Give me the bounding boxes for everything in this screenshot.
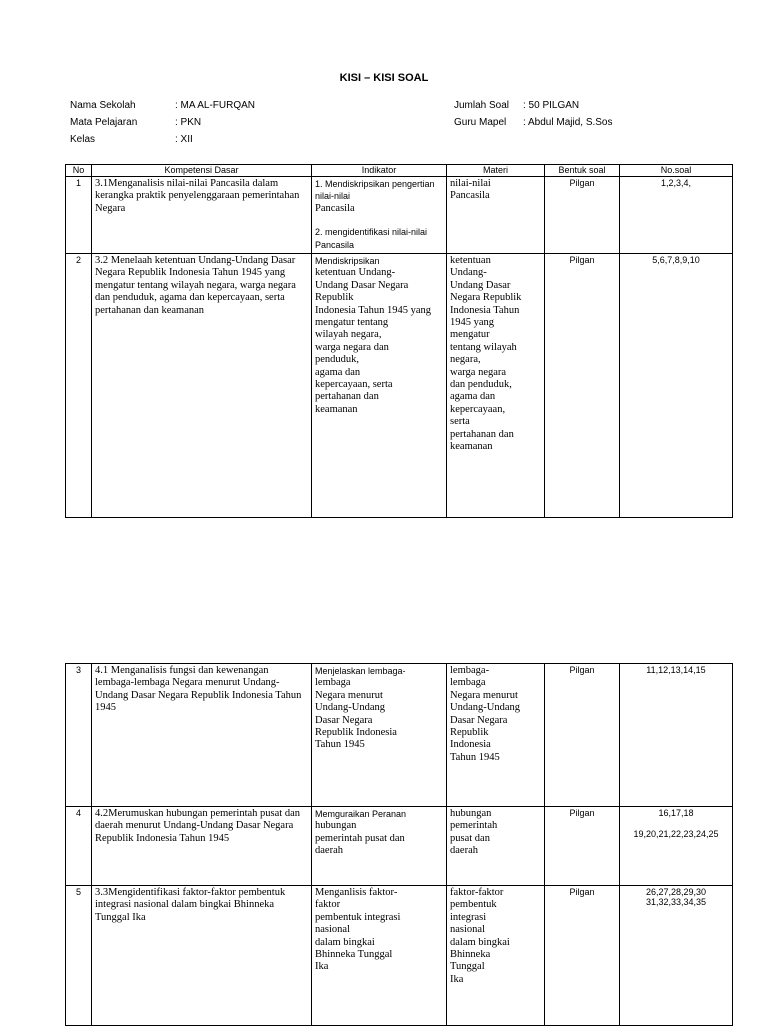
info-row-school bbox=[70, 97, 255, 114]
cell-no: 4 bbox=[66, 807, 92, 886]
cell-no-soal: 11,12,13,14,15 bbox=[620, 664, 733, 807]
cell-no-soal: 1,2,3,4, bbox=[620, 177, 733, 254]
cell-bentuk-soal: Pilgan bbox=[545, 664, 620, 807]
cell-bentuk-soal: Pilgan bbox=[545, 177, 620, 254]
info-value: : Abdul Majid, S.Sos bbox=[523, 117, 613, 128]
indikator-text: Pancasila bbox=[315, 202, 355, 214]
cell-kompetensi: 3.2 Menelaah ketentuan Undang-Undang Dasar Negara Republik Indonesia Tahun 1945 yang mengatur tentang wilayah negara, warga negara dan penduduk, agama dan kepercayaan, serta pertahanan dan keamanan bbox=[92, 254, 312, 518]
info-label: Mata Pelajaran bbox=[70, 117, 138, 128]
cell-indikator bbox=[312, 664, 447, 807]
cell-kompetensi: 3.3Mengidentifikasi faktor-faktor pembentuk integrasi nasional dalam bingkai Bhinneka Tunggal Ika bbox=[92, 886, 312, 1026]
table-row bbox=[66, 664, 733, 807]
no-soal-line: 19,20,21,22,23,24,25 bbox=[633, 829, 719, 839]
cell-bentuk-soal: Pilgan bbox=[545, 886, 620, 1026]
cell-indikator: Menganlisis faktor- faktor pembentuk integrasi nasional dalam bingkai Bhinneka Tunggal Ika bbox=[312, 886, 447, 1026]
cell-no-soal bbox=[620, 807, 733, 886]
question-grid-table-page2 bbox=[65, 663, 733, 1026]
header-no: No bbox=[66, 165, 92, 177]
cell-no: 2 bbox=[66, 254, 92, 518]
cell-kompetensi: 3.1Menganalisis nilai-nilai Pancasila dalam kerangka praktik penyelenggaraan pemerintahan Negara bbox=[92, 177, 312, 254]
indikator-line: Menjelaskan lembaga- bbox=[315, 666, 406, 676]
header-no-soal: No.soal bbox=[620, 165, 733, 177]
cell-materi: nilai-nilai Pancasila bbox=[447, 177, 545, 254]
document-title: KISI – KISI SOAL bbox=[339, 72, 429, 84]
info-row-teacher bbox=[454, 114, 613, 131]
table-header-row bbox=[66, 165, 733, 177]
no-soal-line: 26,27,28,29,30 bbox=[645, 887, 707, 897]
cell-no-soal: 5,6,7,8,9,10 bbox=[620, 254, 733, 518]
cell-no: 1 bbox=[66, 177, 92, 254]
info-row-class bbox=[70, 131, 255, 148]
cell-no: 5 bbox=[66, 886, 92, 1026]
indikator-line: 1. Mendiskripsikan pengertian nilai-nilai bbox=[315, 179, 435, 202]
indikator-line: Memguraikan Peranan bbox=[315, 809, 407, 819]
header-materi: Materi bbox=[447, 165, 545, 177]
info-value: : MA AL-FURQAN bbox=[175, 100, 256, 111]
info-value: : 50 PILGAN bbox=[523, 100, 580, 111]
no-soal-line: 31,32,33,34,35 bbox=[645, 897, 707, 907]
cell-indikator bbox=[312, 254, 447, 518]
cell-materi: faktor-faktor pembentuk integrasi nasional dalam bingkai Bhinneka Tunggal Ika bbox=[447, 886, 545, 1026]
cell-indikator bbox=[312, 177, 447, 254]
indikator-text: hubungan pemerintah pusat dan daerah bbox=[315, 820, 405, 857]
indikator-line: Mendiskripsikan bbox=[315, 256, 380, 266]
table-row bbox=[66, 177, 733, 254]
cell-materi: lembaga- lembaga Negara menurut Undang-Undang Dasar Negara Republik Indonesia Tahun 1945 bbox=[447, 664, 545, 807]
cell-bentuk-soal: Pilgan bbox=[545, 807, 620, 886]
cell-kompetensi: 4.2Merumuskan hubungan pemerintah pusat dan daerah menurut Undang-Undang Dasar Negara Republik Indonesia Tahun 1945 bbox=[92, 807, 312, 886]
school-info-block bbox=[70, 97, 255, 148]
info-row-question-count bbox=[454, 97, 613, 114]
header-bentuk-soal: Bentuk soal bbox=[545, 165, 620, 177]
cell-materi: hubungan pemerintah pusat dan daerah bbox=[447, 807, 545, 886]
info-row-subject bbox=[70, 114, 255, 131]
cell-materi: ketentuan Undang- Undang Dasar Negara Republik Indonesia Tahun 1945 yang mengatur tentang wilayah negara, warga negara dan penduduk, agama dan kepercayaan, serta pertahanan dan keamanan bbox=[447, 254, 545, 518]
exam-info-block bbox=[454, 97, 613, 131]
header-kompetensi: Kompetensi Dasar bbox=[92, 165, 312, 177]
info-value: : PKN bbox=[175, 117, 202, 128]
info-value: : XII bbox=[175, 134, 193, 145]
cell-indikator bbox=[312, 807, 447, 886]
indikator-line: 2. mengidentifikasi nilai-nilai Pancasila bbox=[315, 227, 428, 250]
table-row bbox=[66, 254, 733, 518]
cell-no-soal bbox=[620, 886, 733, 1026]
table-row bbox=[66, 886, 733, 1026]
indikator-text: lembaga Negara menurut Undang-Undang Dasar Negara Republik Indonesia Tahun 1945 bbox=[315, 677, 397, 751]
cell-no: 3 bbox=[66, 664, 92, 807]
header-indikator: Indikator bbox=[312, 165, 447, 177]
info-label: Kelas bbox=[70, 134, 96, 145]
cell-bentuk-soal: Pilgan bbox=[545, 254, 620, 518]
indikator-text: ketentuan Undang- Undang Dasar Negara Republik Indonesia Tahun 1945 yang mengatur tentang wilayah negara, warga negara dan penduduk, agama dan kepercayaan, serta pertahanan dan keamanan bbox=[315, 267, 432, 415]
info-label: Nama Sekolah bbox=[70, 100, 136, 111]
info-label: Guru Mapel bbox=[454, 117, 507, 128]
info-label: Jumlah Soal bbox=[454, 100, 510, 111]
table-row bbox=[66, 807, 733, 886]
cell-kompetensi: 4.1 Menganalisis fungsi dan kewenangan lembaga-lembaga Negara menurut Undang-Undang Dasar Negara Republik Indonesia Tahun 1945 bbox=[92, 664, 312, 807]
no-soal-line: 16,17,18 bbox=[658, 808, 694, 818]
question-grid-table-page1 bbox=[65, 164, 733, 518]
